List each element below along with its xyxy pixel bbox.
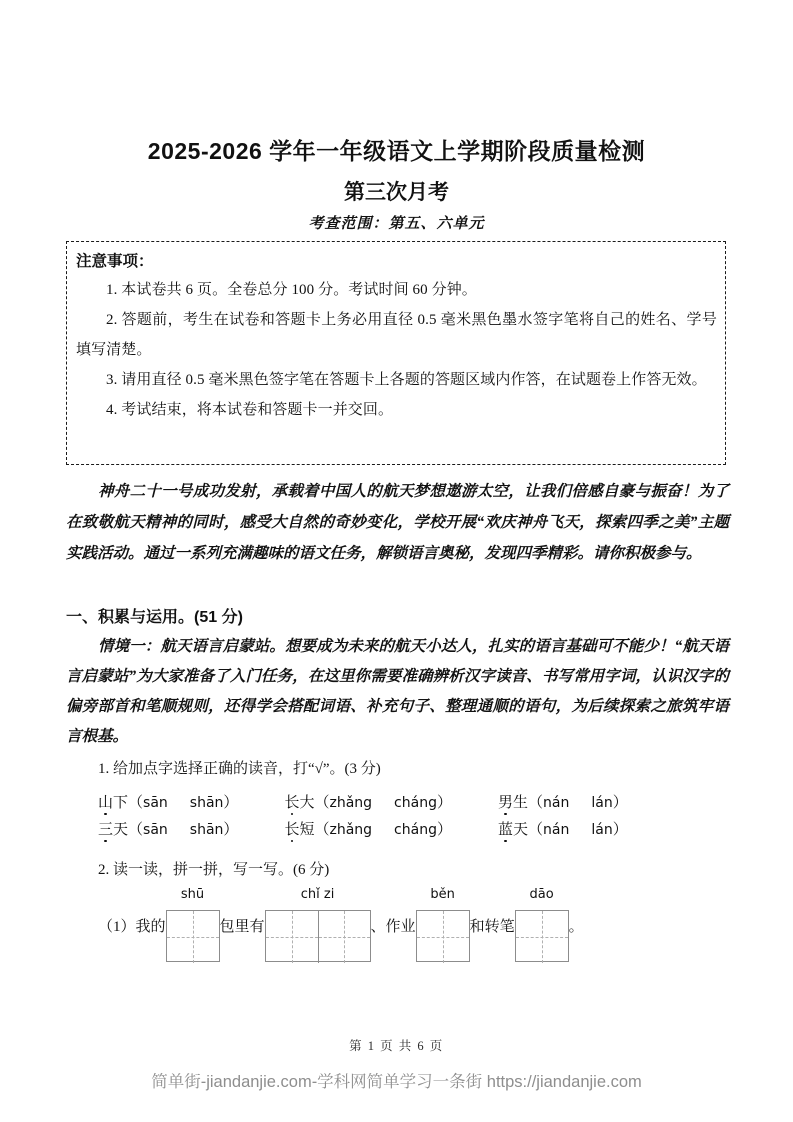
paren-close: ） [612, 795, 628, 811]
tianzige-box[interactable] [515, 910, 569, 962]
pinyin-option[interactable]: lán [591, 795, 613, 811]
sentence-text: 我的 [135, 919, 166, 935]
notice-box [66, 241, 726, 465]
pinyin-option[interactable]: nán [543, 822, 570, 838]
sentence-text: 、作业 [370, 919, 416, 935]
pinyin-choice-item[interactable] [98, 791, 238, 812]
paren-open: （ [128, 795, 144, 811]
pinyin-option[interactable]: zhǎng [329, 822, 373, 838]
word-remainder: 天 [513, 822, 529, 838]
pinyin-hint: běn [430, 887, 455, 902]
character-grid-group[interactable] [166, 887, 220, 962]
page-number: 第 1 页 共 6 页 [349, 1039, 444, 1053]
pinyin-choice-item[interactable] [98, 818, 238, 839]
dot-marked-character: 长 [284, 791, 299, 812]
tianzige-cell[interactable] [167, 911, 219, 963]
notice-item: 3. 请用直径 0.5 毫米黑色签字笔在答题卡上各题的答题区域内作答，在试题卷上作答无效。 [106, 372, 707, 388]
paren-open: （ [528, 822, 544, 838]
pinyin-choice-item[interactable] [284, 791, 452, 812]
paren-open: （ [314, 795, 330, 811]
pinyin-choice-item[interactable] [498, 818, 628, 839]
character-grid-group[interactable] [265, 887, 371, 962]
tianzige-cell[interactable] [516, 911, 568, 963]
pinyin-option[interactable]: sān [143, 822, 168, 838]
tianzige-cell[interactable] [266, 911, 318, 963]
paren-close: ） [436, 795, 452, 811]
character-grid-group[interactable] [416, 887, 470, 962]
pinyin-hint: shū [180, 887, 205, 902]
tianzige-box[interactable] [416, 910, 470, 962]
notice-heading: 注意事项： [76, 253, 154, 270]
character-grid-group[interactable] [515, 887, 569, 962]
intro-paragraph: 神舟二十一号成功发射，承载着中国人的航天梦想遨游太空，让我们倍感自豪与振奋！为了在致敬航天精神的同时，感受大自然的奇妙变化，学校开展“欢庆神舟飞天，探索四季之美”主题实践活动。通过一系列充满趣味的语文任务，解锁语言奥秘，发现四季精彩。请你积极参与。 [66, 483, 729, 562]
pinyin-choice-item[interactable] [284, 818, 452, 839]
paren-close: ） [223, 795, 239, 811]
dot-marked-character: 蓝 [498, 818, 513, 839]
dot-marked-character: 长 [284, 818, 299, 839]
exam-scope: 考查范围：第五、六单元 [308, 216, 485, 232]
page-title: 2025-2026 学年一年级语文上学期阶段质量检测 [147, 138, 646, 164]
paren-open: （ [314, 822, 330, 838]
pinyin-option[interactable]: shān [189, 795, 224, 811]
question-2-stem: 2. 读一读，拼一拼，写一写。(6 分) [98, 862, 330, 878]
situation-paragraph: 情境一：航天语言启蒙站。想要成为未来的航天小达人，扎实的语言基础可不能少！“航天语言启蒙站”为大家准备了入门任务，在这里你需要准确辨析汉字读音、书写常用字词，认识汉字的偏旁部首和笔顺规则，还得学会搭配词语、补充句子、整理通顺的语句，为后续探索之旅筑牢语言根基。 [66, 638, 729, 745]
notice-item: 2. 答题前，考生在试卷和答题卡上务必用直径 0.5 毫米黑色墨水签字笔将自己的姓名、学号填写清楚。 [76, 312, 717, 358]
watermark: 简单街-jiandanjie.com-学科网简单学习一条街 https://jiandanjie.com [151, 1073, 642, 1091]
word-remainder: 天 [113, 822, 129, 838]
pinyin-option[interactable]: zhǎng [329, 795, 373, 811]
pinyin-option[interactable]: cháng [394, 822, 437, 838]
pinyin-option[interactable]: lán [591, 822, 613, 838]
tianzige-box[interactable] [166, 910, 220, 962]
sentence-text: 包里有 [219, 919, 265, 935]
word-remainder: 下 [113, 795, 129, 811]
pinyin-option[interactable]: nán [543, 795, 570, 811]
pinyin-choice-item[interactable] [498, 791, 628, 812]
pinyin-hint: dāo [529, 887, 554, 902]
pinyin-option[interactable]: shān [189, 822, 224, 838]
sentence-text: 和转笔 [469, 919, 515, 935]
paren-close: ） [436, 822, 452, 838]
word-remainder: 短 [299, 822, 315, 838]
pinyin-hint: chǐ zi [300, 887, 335, 902]
tianzige-cell[interactable] [417, 911, 469, 963]
paren-open: （ [128, 822, 144, 838]
pinyin-option[interactable]: cháng [394, 795, 437, 811]
paren-close: ） [223, 822, 239, 838]
question-2-fill-line [98, 887, 584, 962]
notice-item: 1. 本试卷共 6 页。全卷总分 100 分。考试时间 60 分钟。 [106, 282, 477, 298]
section-heading-one: 一、积累与运用。(51 分) [66, 609, 243, 626]
tianzige-cell[interactable] [318, 911, 370, 963]
sentence-text: 。 [568, 919, 584, 935]
pinyin-option[interactable]: sān [143, 795, 168, 811]
question-1-stem: 1. 给加点字选择正确的读音，打“√”。(3 分) [98, 761, 381, 777]
exam-subtitle: 第三次月考 [344, 181, 449, 204]
paren-close: ） [612, 822, 628, 838]
word-remainder: 大 [299, 795, 315, 811]
paren-open: （ [528, 795, 544, 811]
notice-item: 4. 考试结束，将本试卷和答题卡一并交回。 [106, 402, 394, 418]
tianzige-box[interactable] [265, 910, 371, 962]
question-1-row [98, 791, 628, 812]
word-remainder: 生 [513, 795, 529, 811]
dot-marked-character: 三 [98, 818, 113, 839]
dot-marked-character: 山 [98, 791, 113, 812]
question-1-row [98, 818, 628, 839]
sub-question-label: （1） [98, 919, 136, 935]
dot-marked-character: 男 [498, 791, 513, 812]
